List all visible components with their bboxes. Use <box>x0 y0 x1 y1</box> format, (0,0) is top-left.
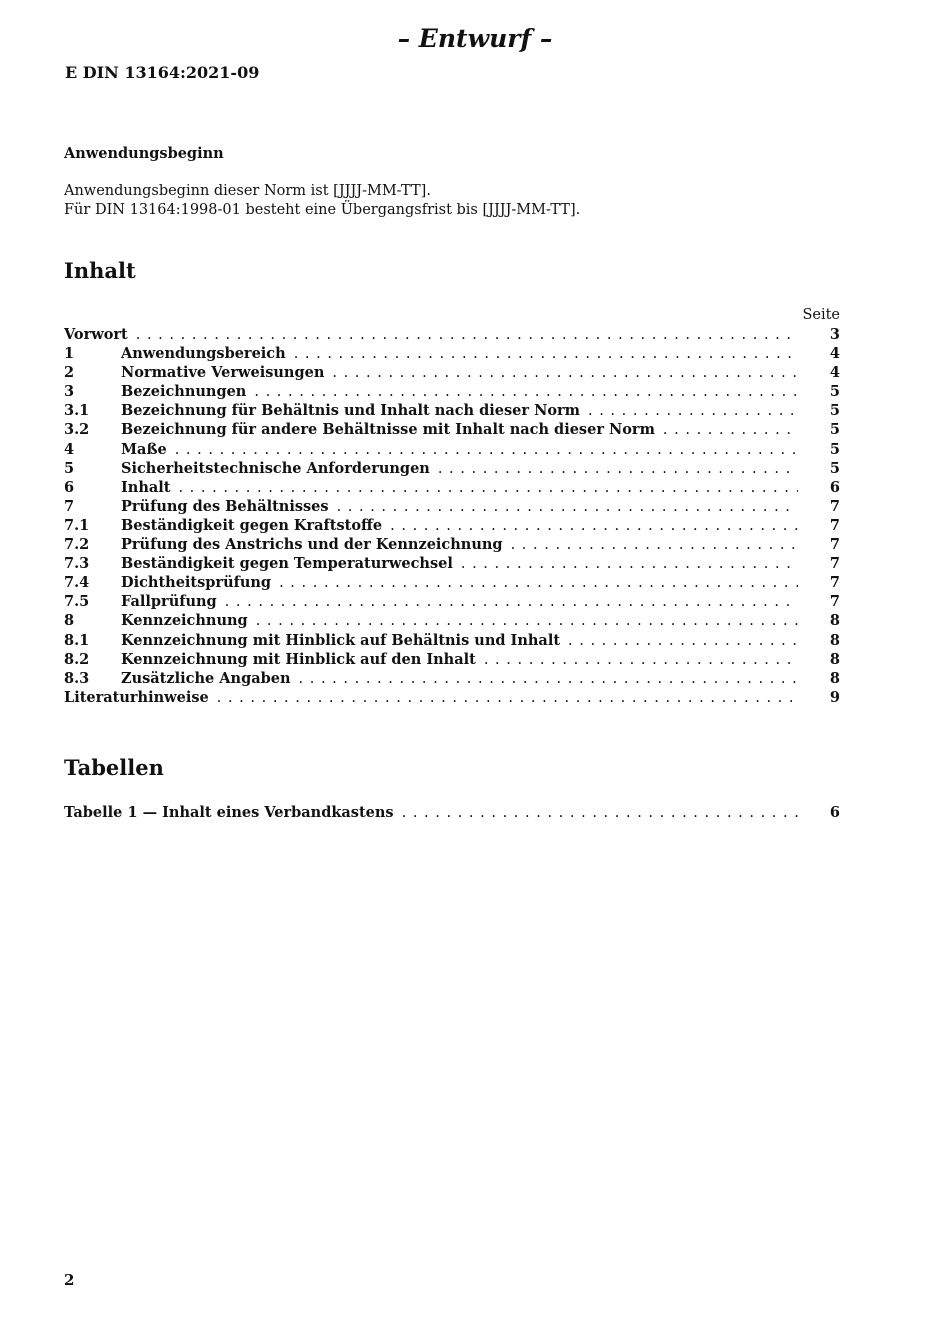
toc-entry[interactable] <box>64 632 840 651</box>
table-list-title: Tabelle 1 — Inhalt eines Verbandkastens <box>64 804 394 821</box>
toc-leader-dots <box>175 442 798 458</box>
tables-heading: Tabellen <box>64 755 164 780</box>
toc-leader-dots <box>568 633 798 649</box>
toc-entry-title: Maße <box>121 440 167 458</box>
toc-entry[interactable] <box>64 383 840 402</box>
toc-entry[interactable] <box>64 402 840 421</box>
toc-entry-page: 7 <box>829 497 840 515</box>
toc-entry-number: 8.3 <box>64 669 90 687</box>
toc-entry-title: Sicherheitstechnische Anforderungen <box>121 459 430 477</box>
toc-leader-dots <box>256 613 798 629</box>
toc-entry[interactable] <box>64 345 840 364</box>
toc-entry-title: Kennzeichnung mit Hinblick auf Behältnis und Inhalt <box>121 631 561 649</box>
toc-entry-page: 7 <box>829 593 840 611</box>
toc-entry[interactable] <box>64 574 840 593</box>
toc-entry-page: 8 <box>829 669 840 687</box>
toc-entry-title: Normative Verweisungen <box>121 364 325 382</box>
toc-entry-number: 7.1 <box>64 516 90 534</box>
toc-leader-dots <box>217 690 798 706</box>
toc-entry-page: 4 <box>829 345 840 363</box>
toc-entry-page: 9 <box>829 688 840 706</box>
contents-heading: Inhalt <box>64 258 136 283</box>
toc-entry-number: 7.5 <box>64 593 90 611</box>
toc-entry-title: Bezeichnung für Behältnis und Inhalt nach dieser Norm <box>121 402 580 420</box>
toc-entry-page: 8 <box>829 612 840 630</box>
toc-entry-page: 5 <box>829 402 840 420</box>
draft-label: – Entwurf – <box>397 24 553 53</box>
toc-entry[interactable] <box>64 612 840 631</box>
toc-entry[interactable] <box>64 326 840 345</box>
table-list-entry[interactable] <box>64 804 840 823</box>
toc-leader-dots <box>254 384 798 400</box>
toc-entry-number: 2 <box>64 364 75 382</box>
toc-entry-number: 1 <box>64 345 75 363</box>
toc-entry[interactable] <box>64 364 840 383</box>
toc-entry-title: Literaturhinweise <box>64 688 209 706</box>
toc-entry[interactable] <box>64 593 840 612</box>
toc-entry[interactable] <box>64 421 840 440</box>
toc-entry-number: 7.2 <box>64 536 90 554</box>
toc-leader-dots <box>511 537 798 553</box>
toc-entry-number: 3 <box>64 383 75 401</box>
toc-leader-dots <box>294 346 798 362</box>
toc-entry-page: 5 <box>829 440 840 458</box>
toc-entry-page: 3 <box>829 326 840 343</box>
toc-leader-dots <box>663 422 798 438</box>
toc-entry[interactable] <box>64 441 840 460</box>
toc-leader-dots <box>225 594 798 610</box>
toc-entry-number: 5 <box>64 459 75 477</box>
page-column-label: Seite <box>802 307 840 323</box>
toc-entry-title: Inhalt <box>121 478 171 496</box>
toc-entry-number: 7.4 <box>64 574 90 592</box>
toc-leader-dots <box>588 403 798 419</box>
table-of-contents <box>64 326 840 708</box>
application-text <box>64 182 580 220</box>
toc-entry-page: 7 <box>829 555 840 573</box>
toc-entry-title: Dichtheitsprüfung <box>121 574 272 592</box>
toc-entry-title: Vorwort <box>64 326 128 343</box>
toc-leader-dots <box>402 805 798 821</box>
toc-entry-number: 7.3 <box>64 555 90 573</box>
toc-entry-number: 8 <box>64 612 75 630</box>
toc-leader-dots <box>390 518 798 534</box>
toc-leader-dots <box>279 575 798 591</box>
toc-entry-number: 7 <box>64 497 75 515</box>
document-id: E DIN 13164:2021-09 <box>65 63 260 82</box>
toc-entry-page: 4 <box>829 364 840 382</box>
toc-entry-page: 5 <box>829 421 840 439</box>
toc-entry[interactable] <box>64 555 840 574</box>
toc-entry-title: Kennzeichnung <box>121 612 248 630</box>
toc-entry-number: 3.1 <box>64 402 90 420</box>
toc-leader-dots <box>337 499 798 515</box>
toc-leader-dots <box>299 671 798 687</box>
toc-entry[interactable] <box>64 479 840 498</box>
toc-entry-page: 7 <box>829 516 840 534</box>
toc-entry-title: Anwendungsbereich <box>121 345 286 363</box>
toc-entry-title: Fallprüfung <box>121 593 217 611</box>
toc-entry-title: Beständigkeit gegen Kraftstoffe <box>121 516 383 534</box>
toc-entry-number: 8.2 <box>64 650 90 668</box>
toc-leader-dots <box>484 652 798 668</box>
toc-entry[interactable] <box>64 498 840 517</box>
toc-entry-number: 3.2 <box>64 421 90 439</box>
toc-leader-dots <box>136 327 798 343</box>
toc-entry-title: Zusätzliche Angaben <box>121 669 291 687</box>
toc-entry-title: Bezeichnungen <box>121 383 247 401</box>
toc-entry[interactable] <box>64 517 840 536</box>
toc-entry-page: 8 <box>829 631 840 649</box>
toc-entry-page: 5 <box>829 459 840 477</box>
toc-entry-number: 4 <box>64 440 75 458</box>
toc-leader-dots <box>332 365 798 381</box>
toc-entry-page: 7 <box>829 574 840 592</box>
toc-entry[interactable] <box>64 460 840 479</box>
toc-entry-title: Beständigkeit gegen Temperaturwechsel <box>121 555 453 573</box>
toc-entry[interactable] <box>64 670 840 689</box>
toc-entry-number: 6 <box>64 478 75 496</box>
application-line-2: Für DIN 13164:1998-01 besteht eine Übergangsfrist bis [JJJJ-MM-TT]. <box>64 202 581 218</box>
toc-entry-title: Prüfung des Behältnisses <box>121 497 329 515</box>
toc-leader-dots <box>438 461 798 477</box>
toc-entry-number: 8.1 <box>64 631 90 649</box>
toc-leader-dots <box>461 556 798 572</box>
toc-entry[interactable] <box>64 651 840 670</box>
application-line-1: Anwendungsbeginn dieser Norm ist [JJJJ-MM-TT]. <box>64 183 431 199</box>
toc-entry-page: 5 <box>829 383 840 401</box>
list-of-tables <box>64 804 840 823</box>
toc-entry-page: 7 <box>829 536 840 554</box>
toc-entry-page: 8 <box>829 650 840 668</box>
toc-entry-title: Bezeichnung für andere Behältnisse mit Inhalt nach dieser Norm <box>121 421 655 439</box>
toc-entry[interactable] <box>64 689 840 708</box>
application-heading: Anwendungsbeginn <box>64 145 224 162</box>
page-number: 2 <box>64 1271 75 1289</box>
toc-leader-dots <box>178 480 797 496</box>
table-list-page: 6 <box>829 804 840 821</box>
toc-entry-title: Prüfung des Anstrichs und der Kennzeichnung <box>121 536 503 554</box>
toc-entry[interactable] <box>64 536 840 555</box>
toc-entry-title: Kennzeichnung mit Hinblick auf den Inhalt <box>121 650 476 668</box>
toc-entry-page: 6 <box>829 478 840 496</box>
